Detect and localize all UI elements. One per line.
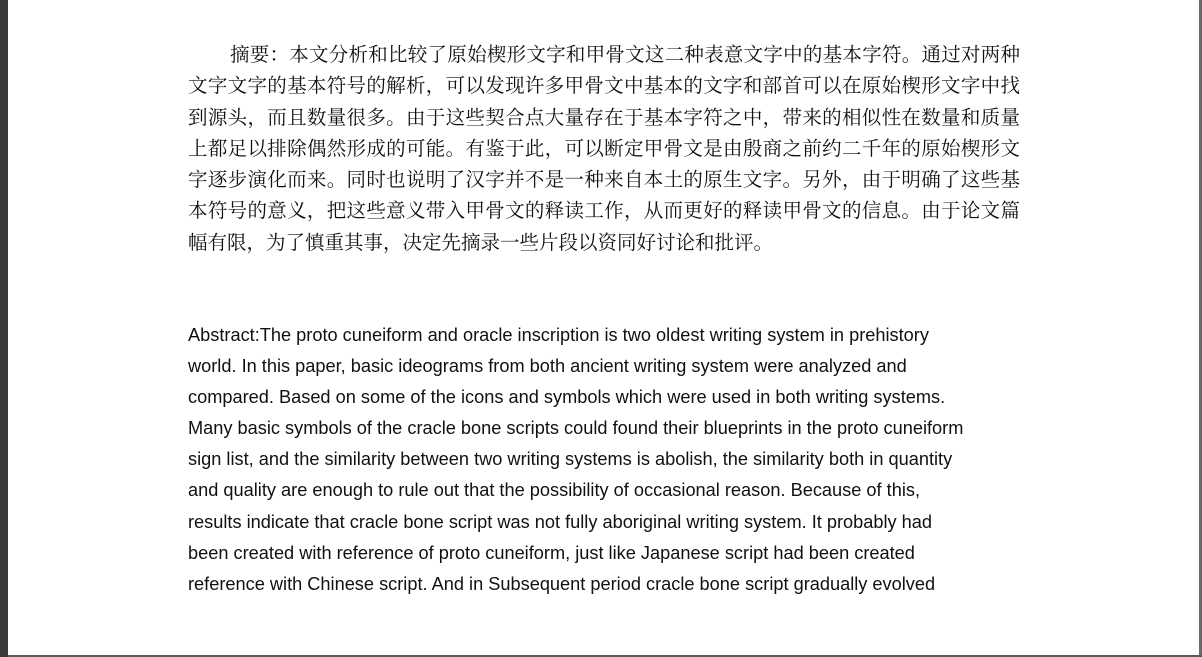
english-abstract-line: compared. Based on some of the icons and symbols which were used in both writing systems. [188,387,946,408]
english-abstract-line: results indicate that cracle bone script was not fully aboriginal writing system. It probably had [188,511,933,532]
english-abstract-line: been created with reference of proto cuneiform, just like Japanese script had been created [188,542,915,563]
chinese-abstract: 摘要：本文分析和比较了原始楔形文字和甲骨文这二种表意文字中的基本字符。通过对两种文字文字的基本符号的解析，可以发现许多甲骨文中基本的文字和部首可以在原始楔形文字中找到源头，而且数量很多。由于这些契合点大量存在于基本字符之中，带来的相似性在数量和质量上都足以排除偶然形成的可能。有鉴于此，可以断定甲骨文是由殷商之前约二千年的原始楔形文字逐步演化而来。同时也说明了汉字并不是一种来自本土的原生文字。另外，由于明确了这些基本符号的意义，把这些意义带入甲骨文的释读工作，从而更好的释读甲骨文的信息。由于论文篇幅有限，为了慎重其事，决定先摘录一些片段以资同好讨论和批评。 [188,43,1020,254]
english-abstract [188,320,1033,600]
english-abstract-line: reference with Chinese script. And in Subsequent period cracle bone script gradually evolved [188,573,936,594]
english-abstract-line: world. In this paper, basic ideograms from both ancient writing system were analyzed and [188,356,907,377]
english-abstract-line: and quality are enough to rule out that the possibility of occasional reason. Because of this, [188,480,921,501]
viewer-left-border [0,0,8,657]
document-page [8,0,1199,655]
english-abstract-line: Abstract:The proto cuneiform and oracle inscription is two oldest writing system in prehistory [188,325,929,345]
english-abstract-line: sign list, and the similarity between two writing systems is abolish, the similarity both in quantity [188,449,953,470]
english-abstract-line: Many basic symbols of the cracle bone scripts could found their blueprints in the proto cuneiform [188,418,964,439]
